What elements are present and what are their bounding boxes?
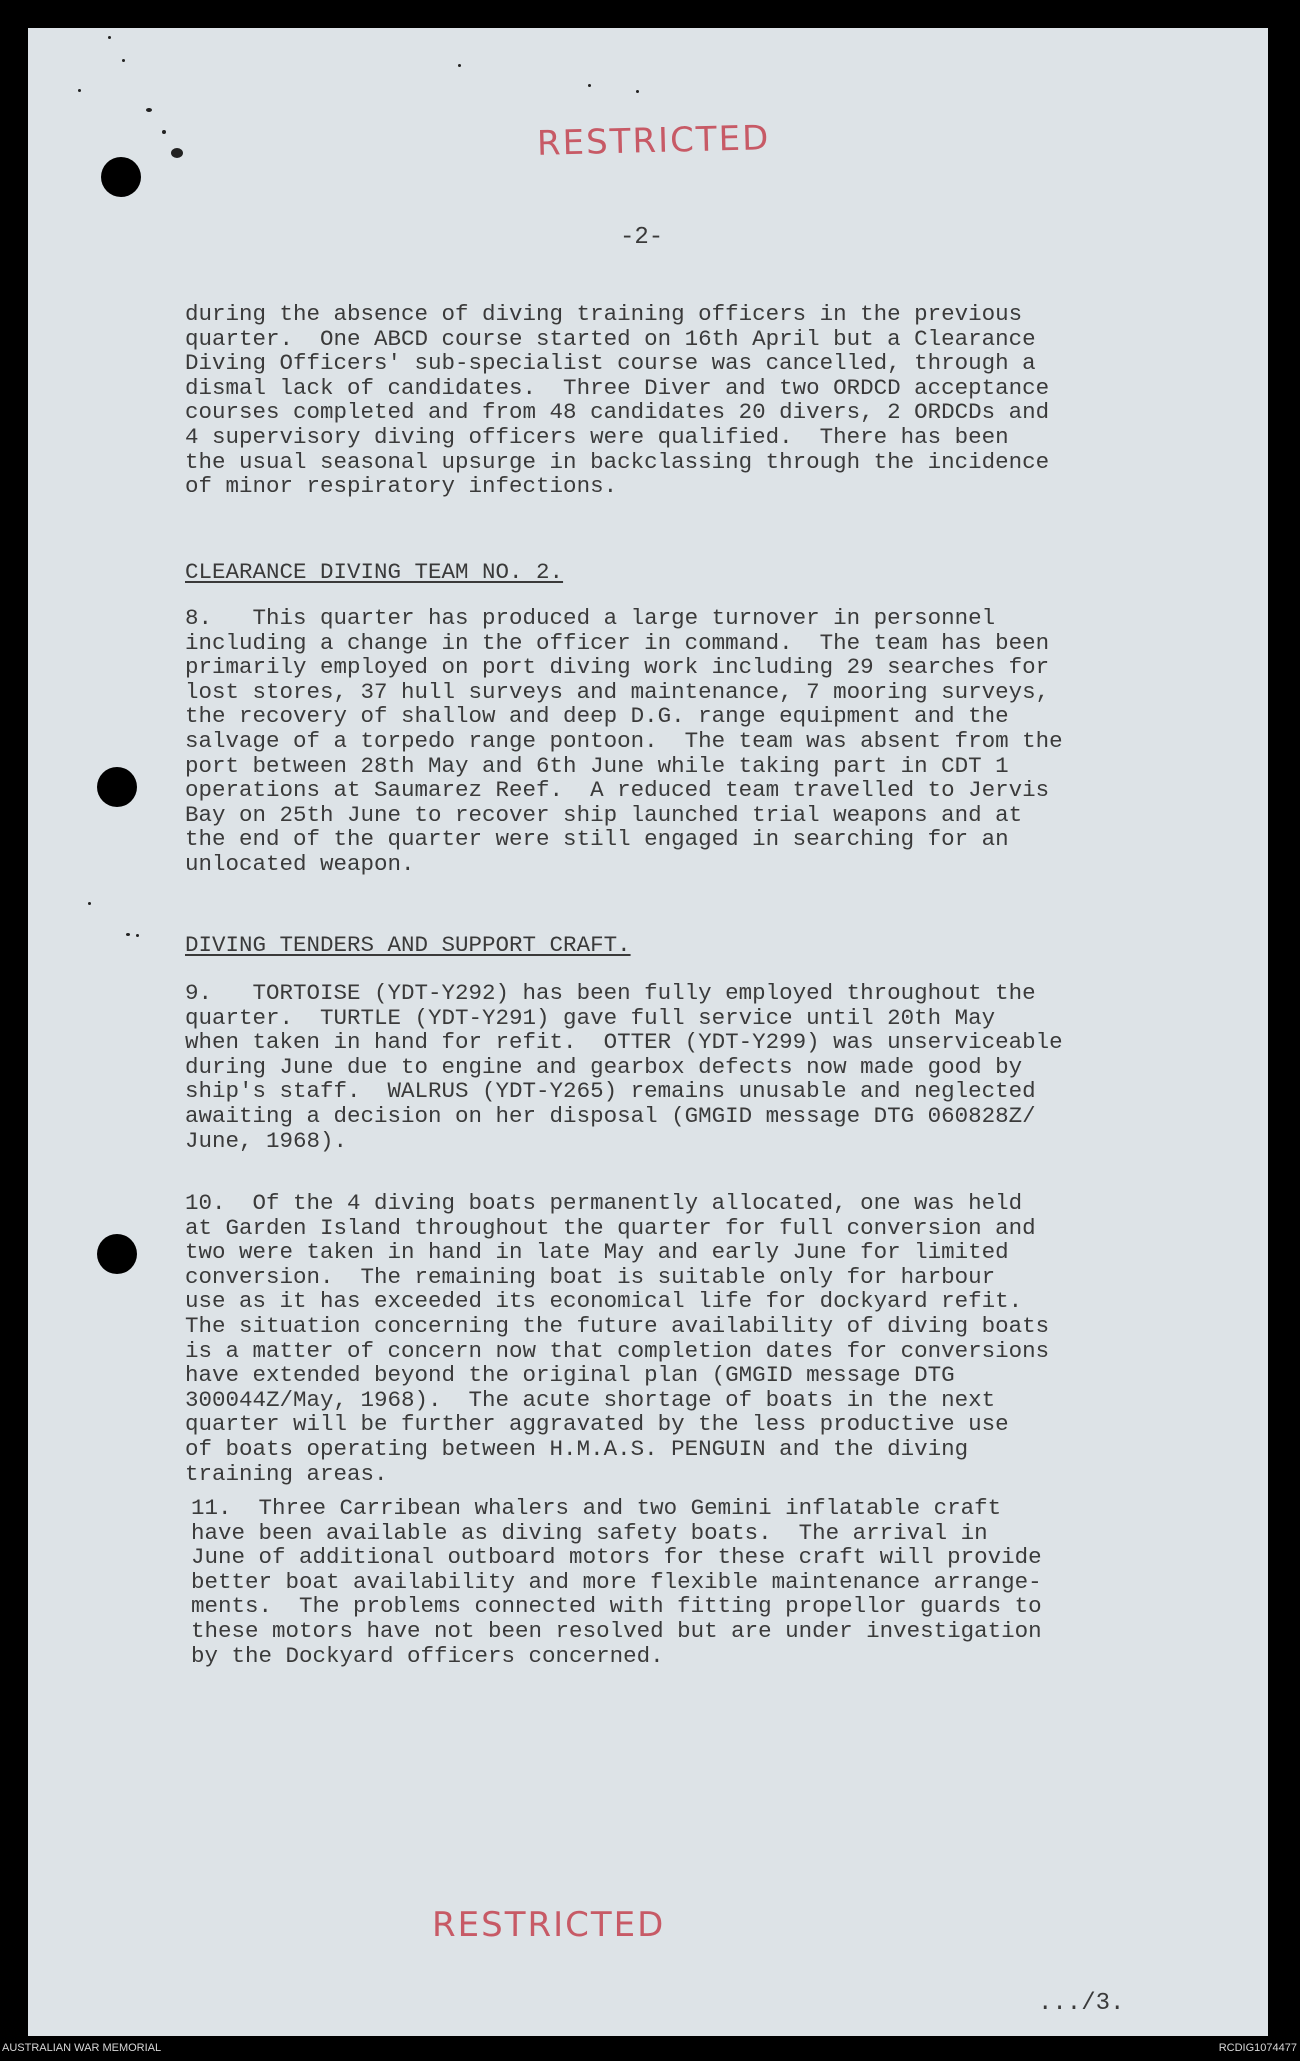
heading-clearance-diving-team: CLEARANCE DIVING TEAM NO. 2. bbox=[185, 559, 564, 585]
paper-speck bbox=[136, 934, 139, 937]
paper-speck bbox=[126, 933, 130, 936]
footer-source: AUSTRALIAN WAR MEMORIAL bbox=[2, 2042, 162, 2054]
paragraph-9: 9. TORTOISE (YDT-Y292) has been fully employed throughout the quarter. TURTLE (YDT-Y291) gave full service until 20th May when taken in hand for refit. OTTER (YDT-Y299) was unserviceable during June due to engine and gearbox defects now made good by ship's staff. WALRUS (YDT-Y265) remains unusable and neglected awaiting a decision on her disposal (GMGID message DTG 060828Z/ June, 1968). bbox=[185, 980, 1063, 1154]
restricted-stamp-bottom: RESTRICTED bbox=[432, 1905, 666, 1945]
paper-speck bbox=[122, 59, 125, 62]
paragraph-10: 10. Of the 4 diving boats permanently allocated, one was held at Garden Island throughout the quarter for full conversion and two were taken in hand in late May and early June for limited conversion. The remaining boat is suitable only for harbour use as it has exceeded its economical life for dockyard refit. The situation concerning the future availability of diving boats is a matter of concern now that completion dates for conversions have extended beyond the original plan (GMGID message DTG 300044Z/May, 1968). The acute shortage of boats in the next quarter will be further aggravated by the less productive use of boats operating between H.M.A.S. PENGUIN and the diving training areas. bbox=[185, 1190, 1050, 1487]
paper-speck bbox=[588, 84, 591, 87]
paper-speck bbox=[146, 108, 152, 112]
paragraph-opening: during the absence of diving training officers in the previous quarter. One ABCD course started on 16th April but a Clearance Diving Officers' sub-specialist course was cancelled, through a dismal lack of candidates. Three Diver and two ORDCD acceptance courses completed and from 48 candidates 20 divers, 2 ORDCDs and 4 supervisory diving officers were qualified. There has been the usual seasonal upsurge in backclassing through the incidence of minor respiratory infections. bbox=[185, 301, 1050, 500]
restricted-stamp-top: RESTRICTED bbox=[536, 118, 771, 164]
punch-hole bbox=[101, 157, 141, 197]
paper-speck bbox=[171, 148, 183, 158]
paper-speck bbox=[458, 64, 461, 67]
paragraph-8: 8. This quarter has produced a large turnover in personnel including a change in the officer in command. The team has been primarily employed on port diving work including 29 searches for lost stores, 37 hull surveys and maintenance, 7 mooring surveys, the recovery of shallow and deep D.G. range equipment and the salvage of a torpedo range pontoon. The team was absent from the port between 28th May and 6th June while taking part in CDT 1 operations at Saumarez Reef. A reduced team travelled to Jervis Bay on 25th June to recover ship launched trial weapons and at the end of the quarter were still engaged in searching for an unlocated weapon. bbox=[185, 605, 1063, 877]
paper-speck bbox=[636, 90, 639, 93]
punch-hole bbox=[97, 1234, 137, 1274]
paper-speck bbox=[162, 130, 166, 134]
paper-speck bbox=[78, 89, 81, 92]
page-number: -2- bbox=[620, 224, 664, 251]
document-page bbox=[28, 28, 1268, 2036]
paper-speck bbox=[88, 902, 91, 905]
punch-hole bbox=[97, 767, 137, 807]
footer-record-id: RCDIG1074477 bbox=[1218, 2042, 1297, 2054]
continuation-marker: .../3. bbox=[1038, 1990, 1125, 2017]
paragraph-11: 11. Three Carribean whalers and two Gemini inflatable craft have been available as diving safety boats. The arrival in June of additional outboard motors for these craft will provide better boat availability and more flexible maintenance arrange- ments. The problems connected with fitting propellor guards to these motors have not been resolved but are under investigation by the Dockyard officers concerned. bbox=[191, 1495, 1042, 1669]
heading-diving-tenders: DIVING TENDERS AND SUPPORT CRAFT. bbox=[185, 932, 631, 958]
paper-speck bbox=[108, 36, 111, 39]
